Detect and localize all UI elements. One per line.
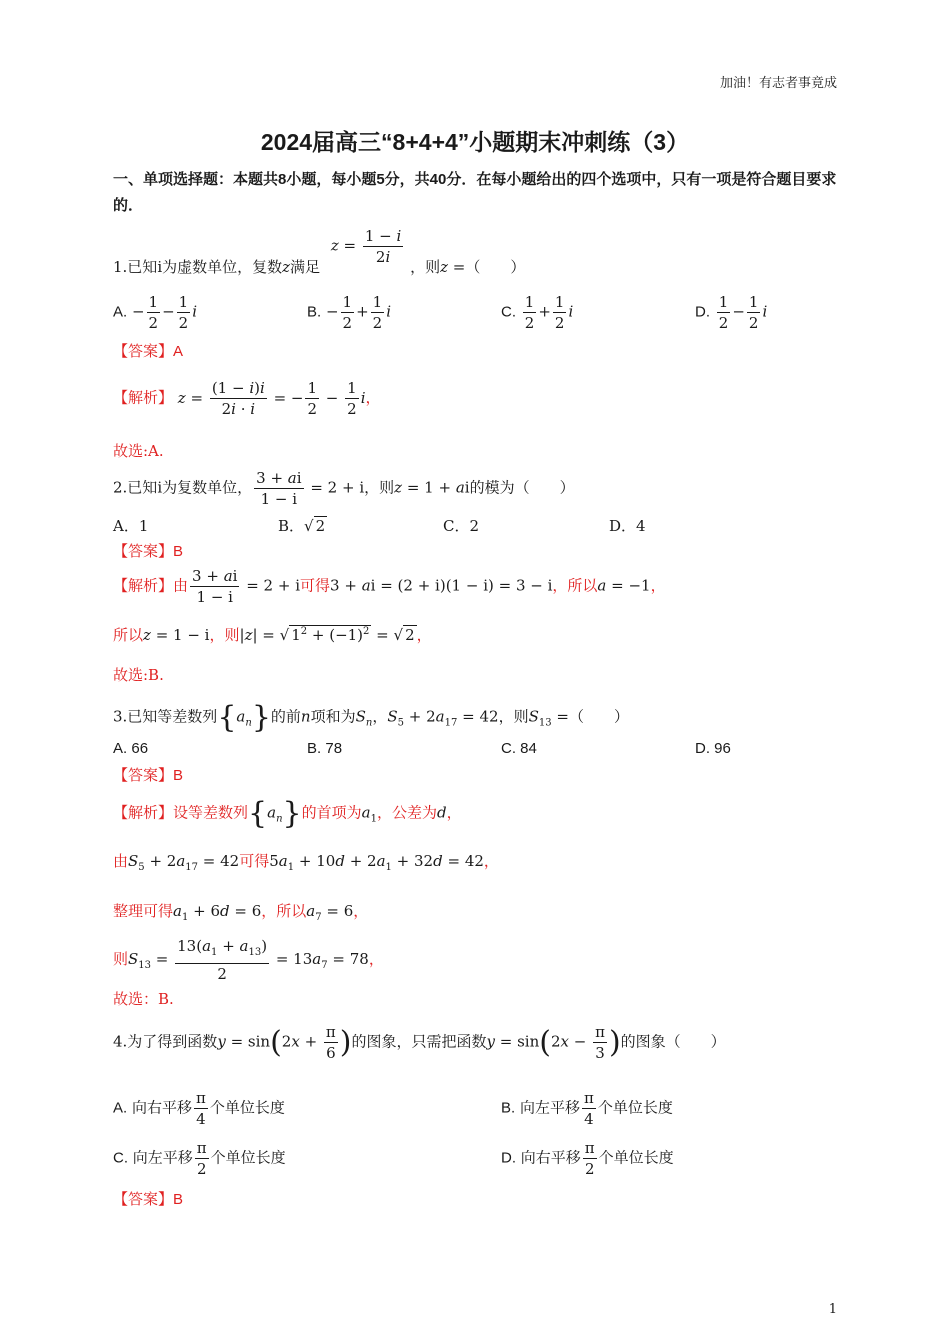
q4-option-d: D. 向右平移 $\frac{\pi}{2}$ 个单位长度 — [501, 1139, 674, 1178]
q2-option-b: B．√ 2 — [278, 517, 326, 535]
q2-answer: 【答案】B — [113, 542, 184, 560]
q1-stem: 1.已知i为虚数单位，复数z满足 z = $\frac{1 - i}{2i}$ ，则z =（ ） — [113, 227, 526, 276]
q1-option-b: B. − $\frac{1}{2}$ + $\frac{1}{2}$ i — [307, 293, 392, 332]
q2-solution-line1: 【解析】由 $\frac{3 + ai}{1 - i}$ = 2 + i可得3 + ai = (2 + i)(1 − i) = 3 − i，所以a = −1， — [113, 567, 666, 606]
section-heading: 一、单项选择题：本题共8小题，每小题5分，共40分．在每小题给出的四个选项中，只有一项是符合题目要求的． — [113, 171, 837, 214]
page-title: 2024届高三“8+4+4”小题期末冲刺练（3） — [260, 129, 690, 155]
header-slogan: 加油！有志者事竟成 — [719, 76, 837, 91]
q1-solution: 【解析】 z = $\frac{(1 - i)i}{2i \cdot i}$ = − $\frac{1}{2}$ − $\frac{1}{2}$ i， — [113, 379, 381, 418]
q3-conclusion: 故选：B. — [113, 990, 174, 1008]
q4-option-c: C. 向左平移 $\frac{\pi}{2}$ 个单位长度 — [113, 1139, 286, 1178]
q3-answer: 【答案】B — [113, 766, 184, 784]
q3-solution-line3: 整理可得$a_1 + 6d = 6$，所以$a_7 = 6$， — [113, 902, 369, 923]
q4-option-b: B. 向左平移 $\frac{\pi}{4}$ 个单位长度 — [501, 1089, 673, 1128]
q1-conclusion: 故选:A. — [113, 442, 164, 460]
q3-option-b: B. 78 — [307, 740, 343, 757]
q1-option-c: C. $\frac{1}{2}$ + $\frac{1}{2}$ i — [501, 293, 574, 332]
q3-option-a: A. 66 — [113, 740, 149, 757]
q3-solution-line1: 【解析】设等差数列$\{a_n\}$的首项为$a_1$，公差为d， — [113, 796, 462, 831]
q2-conclusion: 故选:B. — [113, 666, 164, 684]
q3-solution-line4: 则$S_{13}$ = $\frac{13(a_1 + a_{13})}{2}$ = $13a_7 = 78$， — [113, 937, 384, 983]
page-number: 1 — [828, 1302, 837, 1317]
q4-option-a: A. 向右平移 $\frac{\pi}{4}$ 个单位长度 — [113, 1089, 285, 1128]
q2-option-d: D．4 — [609, 517, 646, 535]
q3-solution-line2: 由$S_5 + 2a_{17} = 42$可得$5a_1 + 10d + 2a_1 + 32d = 42$， — [113, 852, 499, 873]
q1-option-a: A. − $\frac{1}{2}$ − $\frac{1}{2}$ i — [113, 293, 198, 332]
q2-stem: 2.已知i为复数单位， $\frac{3 + ai}{1 - i}$ = 2 + i，则z = 1 + ai的模为（ ） — [113, 469, 575, 508]
q4-answer: 【答案】B — [113, 1190, 184, 1208]
q1-equation: z = $\frac{1 - i}{2i}$ — [330, 227, 402, 266]
q2-solution-line2: 所以z = 1 − i，则|z| = √ $1^2 + (-1)^2$ = √ 2 ， — [113, 626, 432, 644]
q3-option-d: D. 96 — [695, 740, 731, 757]
q2-option-c: C．2 — [443, 517, 480, 535]
q3-stem: 3.已知等差数列$\{a_n\}$的前n项和为$S_n$，$S_5 + 2a_{17} = 42$，则$S_{13}$ =（ ） — [113, 700, 629, 735]
q2-option-a: A．1 — [113, 517, 149, 535]
q1-option-d: D. $\frac{1}{2}$ − $\frac{1}{2}$ i — [695, 293, 768, 332]
q3-option-c: C. 84 — [501, 740, 537, 757]
q4-stem: 4.为了得到函数y = sin(2x + $\frac{\pi}{6}$ )的图象，只需把函数y = sin(2x − $\frac{\pi}{3}$ )的图象（ ） — [113, 1023, 726, 1062]
q1-answer: 【答案】A — [113, 342, 184, 360]
